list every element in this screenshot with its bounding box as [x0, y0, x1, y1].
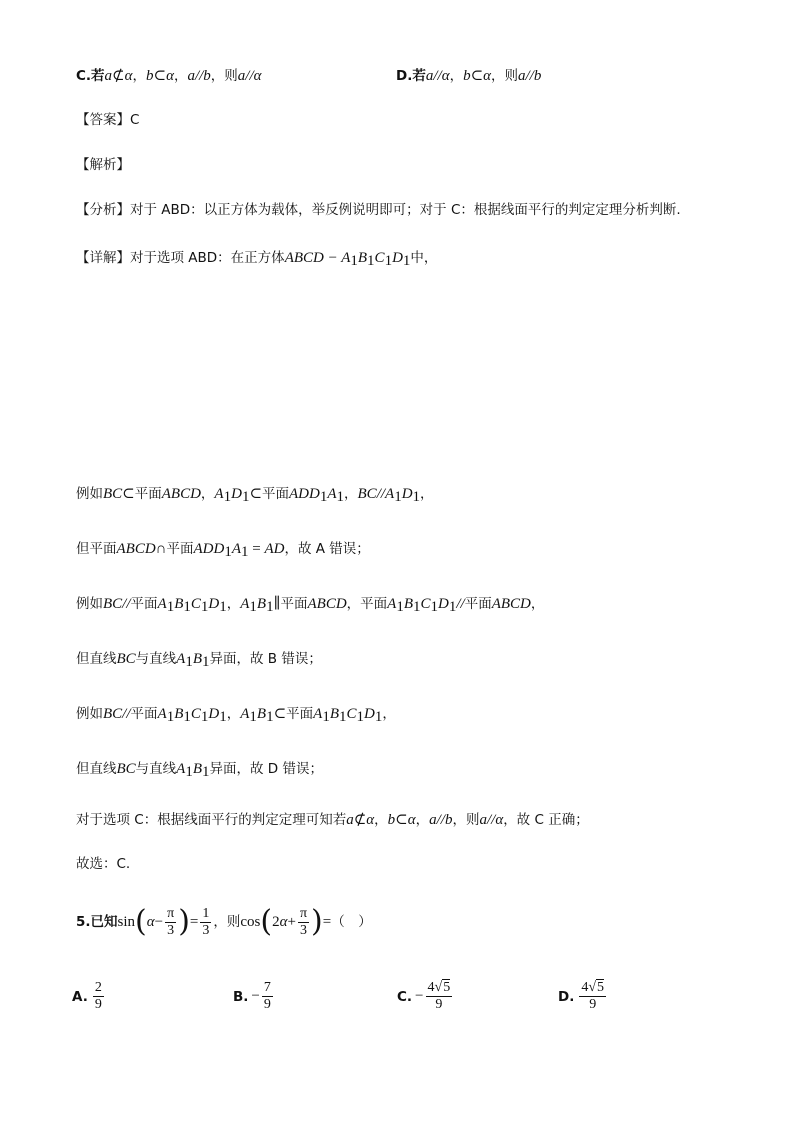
line-3: 例如BC//平面$A_1B_1C_1D_1$，$A_1B_1\parallel$平面ABCD，平面$A_1B_1C_1D_1//$平面ABCD， — [76, 596, 545, 615]
line-8: 故选：C. — [76, 856, 131, 872]
analysis-text: 【分析】对于 ABD：以正方体为载体，举反例说明即可；对于 C：根据线面平行的判定定理分析判断. — [76, 202, 681, 218]
option-c-prev: C.若a⊄α，b⊂α，a//b，则a//α — [76, 68, 262, 84]
choice-b[interactable]: B. − $\frac{7}{9}$ — [233, 980, 271, 1012]
frac-one-third: $\frac{1}{3}$ — [202, 905, 210, 938]
line-1: 例如BC⊂平面ABCD，$A_1D_1\subset$平面$ADD_1A_1$，$BC//A_1D_1$， — [76, 486, 434, 505]
question-5: 5.已知 sin ( α − $\frac{\pi}{3}$ ) = $\frac{1}{3}$ ，则 cos ( 2 α + $\frac{\pi}{3}$ ) = （ ） — [76, 904, 372, 939]
line-7: 对于选项 C：根据线面平行的判定定理可知若a⊄α，b⊂α，a//b，则a//α，故 C 正确； — [76, 812, 589, 828]
detail-line: 【详解】对于选项 ABD：在正方体ABCD − $A_1B_1C_1D_1$中， — [76, 250, 438, 269]
answer-tag: 【答案】 — [76, 112, 130, 128]
choice-c[interactable]: C. − $\frac{4√5}{9}$ — [397, 980, 451, 1012]
line-4: 但直线BC与直线$A_1B_1$异面，故 B 错误； — [76, 651, 322, 670]
choice-d[interactable]: D. $\frac{4√5}{9}$ — [558, 980, 605, 1012]
analysis-title: 【解析】 — [76, 157, 130, 173]
choice-a[interactable]: A. $\frac{2}{9}$ — [72, 980, 102, 1012]
answer-line — [76, 110, 139, 130]
line-5: 例如BC//平面$A_1B_1C_1D_1$，$A_1B_1\subset$平面$A_1B_1C_1D_1$， — [76, 706, 396, 725]
line-6: 但直线BC与直线$A_1B_1$异面，故 D 错误； — [76, 761, 323, 780]
answer-value: C — [130, 112, 140, 128]
line-2: 但平面ABCD∩平面$ADD_1A_1$ = AD，故 A 错误； — [76, 541, 370, 560]
frac-pi-over-3: $\frac{\pi}{3}$ — [167, 905, 175, 938]
option-d-prev: D.若a//α，b⊂α，则a//b — [396, 68, 542, 84]
